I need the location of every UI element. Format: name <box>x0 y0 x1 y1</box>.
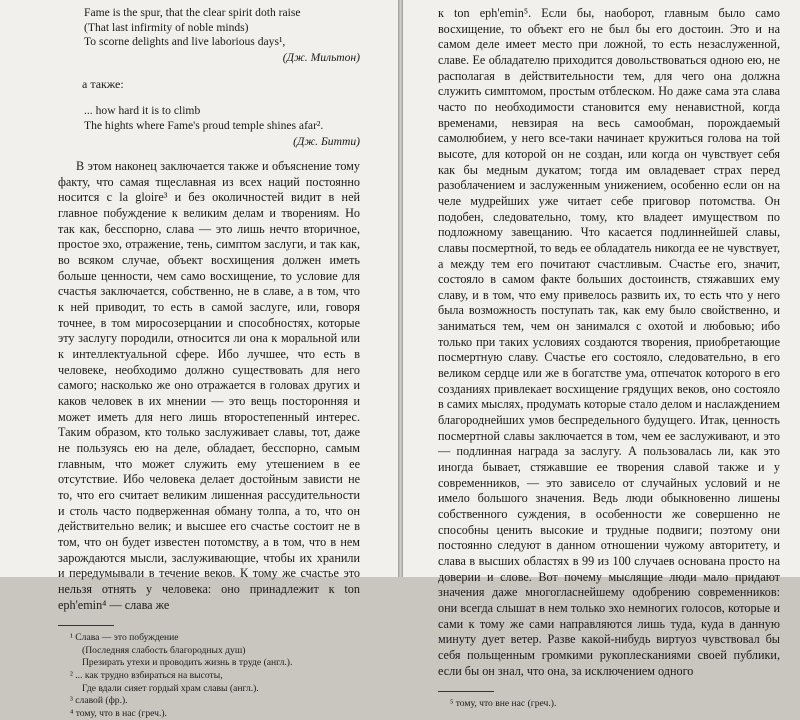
footnotes <box>58 632 360 720</box>
footnote-separator <box>438 691 494 692</box>
footnote-line: ² ... как трудно взбираться на высоты, <box>70 669 223 681</box>
footnote-line: (Последняя слабость благородных душ) <box>82 644 246 656</box>
footnote-line: Презирать утехи и проводить жизнь в труде (англ.). <box>82 657 293 669</box>
epigraph-line: The hights where Fame's proud temple shines afar². <box>84 118 324 132</box>
epigraph-beattie <box>84 104 360 133</box>
epigraph-line: ... how hard it is to climb <box>84 104 201 118</box>
body-paragraph: В этом наконец заключается также и объяснение тому факту, что самая тщеславная из всех наций постоянно носится с la gloire³ и без околичностей видит в ней главное побуждение к великим делам и творениям. Но так как, бесспорно, слава — это лишь нечто вторичное, простое эхо, отражение, тень, симптом заслуги, и так как, во всяком случае, объект восхищения должен иметь больше ценности, чем само восхищение, то условие для счастья заключается, собственно, не в славе, а в том, что к ней приводит, то есть в самой заслуге, или, говоря точнее, в том миросозерцании и способностях, которые эту заслугу породили, относится ли она к моральной или к интеллектуальной сфере. Ибо лучшее, что есть в человеке, необходимо должно существовать для него самого; насколько же оно отражается в головах других и каков человек в их мнении — это вещь посторонняя и может иметь для него лишь второстепенный интерес. Таким образом, кто только заслуживает славы, тот, даже не пользуясь ею на деле, обладает, бесспорно, самым главным, что может служить ему утешением в ее отсутствие. Ибо человека делает достойным зависти не то, что его считает великим лишенная рассудительности и столь часто подверженная обману толпа, а то, что он действительно велик; и высшее его счастье состоит не в том, что он будет известен потомству, а в том, что в нем зарождаются мысли, заслуживающие, чтобы их хранили и передумывали в течение веков. К тому же счастье это нельзя отнять у человека: оно принадлежит к ton eph'emin⁴ — слава же <box>58 159 360 612</box>
footnote-line: Где вдали сияет гордый храм славы (англ.). <box>82 682 259 694</box>
epigraph-line: (That last infirmity of noble minds) <box>84 20 249 34</box>
body-paragraph: к ton eph'emin⁵. Если бы, наоборот, главным было само восхищение, то объект его не был бы его достоин. Это и на самом деле имеет место при ложной, то есть незаслуженной, славе. Ее обладателю приходится довольствоваться одною ею, не располагая в действительности тем, для чего она должна служить симптомом, простым отблеском. Но даже сама эта слава часто по необходимости становится ему ненавистной, когда временами, невзирая на весь самообман, порождаемый самолюбием, у него все-таки начинает кружиться голова на той высоте, для которой он не создан, или когда он чувствует себя как бы медным дукатом; тогда им овладевает страх перед разоблачением и заслуженным унижением, особенно если он на челе мудрейших уже читает себе приговор потомства. Он подобен, следовательно, тому, кто владеет имуществом по подложному завещанию. Что касается подлиннейшей славы, славы посмертной, то ведь ее обладатель никогда ее не чувствует, а между тем его почитают счастливым. Счастье его, значит, состояло в самом факте больших достоинств, стяжавших ему славу, и в том, что ему привелось развить их, то есть что у него была возможность поступать так, как ему было свойственно, и заниматься тем, чем он занимался с охотой и любовью; ибо только при таких условиях создаются творения, приобретающие посмертную славу. Счастье его состояло, следовательно, в его великом сердце или же в богатстве ума, отпечаток которого в его созданиях привлекает восхищение грядущих веков, оно состояло в самих мыслях, продумать которые стало делом и наслаждением благороднейших умов беспредельного будущего. Итак, ценность посмертной славы заключается в том, чем ее заслуживают, и это — подлинная награда за заслугу. А пользовалась ли, как это иногда бывает, стяжавшие ее творения славой также и у современников, — это зависело от случайных условий и не имело большого значения. Ведь люди обыкновенно лишены собственного суждения, в особенности же совершенно не способны ценить высокие и трудные подвиги; поэтому они постоянно следуют в данном отношении чужому авторитету, и слава в высших областях в 99 из 100 случаев основана просто на доверии и слове. Вот почему мыслящие люди мало придают значения даже многогласнейшему одобрению современников: они всегда слышат в нем только эхо немногих голосов, которые и сами к тому же сами направляются лишь туда, куда в данную минуту дует ветер. Разве какой-нибудь виртуоз чувствовал бы себя польщенным громкими рукоплесканиями своей публики, если бы он знал, что она, за исключением одного <box>438 6 780 678</box>
footnote-line: ⁴ тому, что в нас (греч.). <box>70 707 167 719</box>
left-page <box>0 0 398 719</box>
epigraph-line: To scorne delights and live laborious days¹, <box>84 35 286 49</box>
also-label: а также: <box>82 77 124 92</box>
epigraph-line: Fame is the spur, that the clear spirit doth raise <box>84 6 301 19</box>
footnote-separator <box>58 625 114 626</box>
epigraph-milton <box>84 6 360 50</box>
right-page <box>403 0 800 710</box>
footnote-line: ⁵ тому, что вне нас (греч.). <box>450 698 557 710</box>
footnotes <box>438 698 780 711</box>
epigraph-author: (Дж. Битти) <box>293 134 360 148</box>
epigraph-author: (Дж. Мильтон) <box>282 50 360 64</box>
footnote-line: ¹ Слава — это побуждение <box>70 632 179 644</box>
footnote-line: ³ славой (фр.). <box>70 695 128 707</box>
